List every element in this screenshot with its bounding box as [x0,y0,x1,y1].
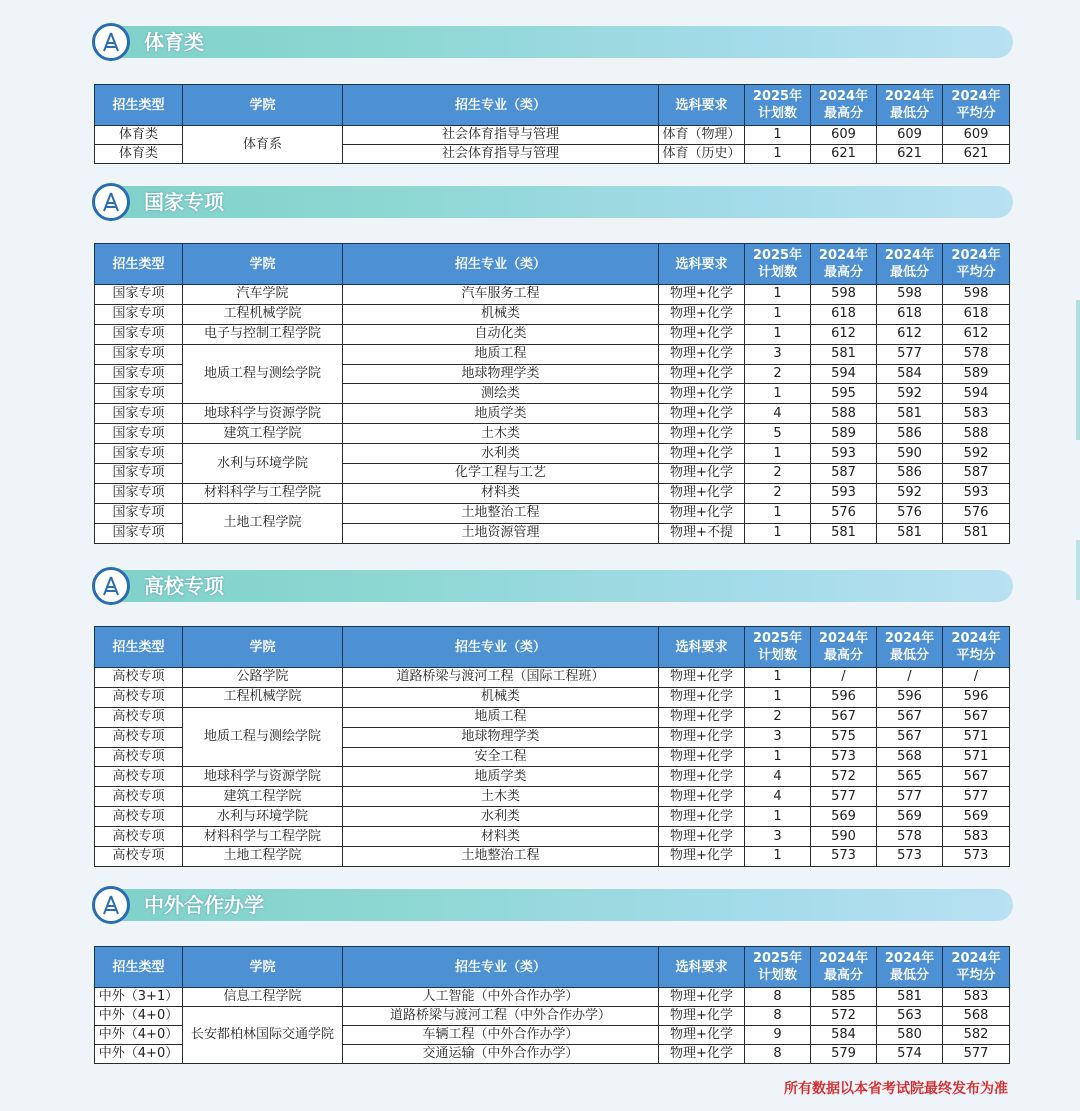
subject-cell: 物理+化学 [659,444,745,464]
max-cell: 594 [811,364,877,384]
column-header: 2025年 计划数 [745,627,811,668]
max-cell: 588 [811,404,877,424]
min-cell: 596 [877,687,943,707]
plan-cell: 3 [745,727,811,747]
college-cell: 建筑工程学院 [183,424,343,444]
major-cell: 材料类 [343,827,659,847]
min-cell: 590 [877,444,943,464]
major-cell: 地质学类 [343,767,659,787]
table-row [95,787,1010,807]
university-logo-icon [92,23,130,61]
type-cell: 体育类 [95,145,183,164]
max-cell: 593 [811,483,877,503]
avg-cell: 587 [943,464,1010,484]
table-row [95,1007,1010,1026]
max-cell: 609 [811,126,877,145]
plan-cell: 4 [745,767,811,787]
avg-cell: 577 [943,787,1010,807]
college-cell: 信息工程学院 [183,988,343,1007]
subject-cell: 体育（物理） [659,126,745,145]
type-cell: 高校专项 [95,747,183,767]
college-cell: 材料科学与工程学院 [183,827,343,847]
max-cell: 567 [811,707,877,727]
min-cell: 567 [877,707,943,727]
avg-cell: 621 [943,145,1010,164]
avg-cell: 581 [943,523,1010,543]
type-cell: 高校专项 [95,687,183,707]
plan-cell: 5 [745,424,811,444]
avg-cell: 567 [943,767,1010,787]
type-cell: 高校专项 [95,767,183,787]
min-cell: 618 [877,304,943,324]
subject-cell: 物理+化学 [659,747,745,767]
column-header: 招生类型 [95,627,183,668]
column-header: 2024年 最低分 [877,947,943,988]
table-row [95,503,1010,523]
column-header: 2024年 最高分 [811,947,877,988]
major-cell: 道路桥梁与渡河工程（中外合作办学） [343,1007,659,1026]
type-cell: 国家专项 [95,285,183,305]
avg-cell: 569 [943,807,1010,827]
subject-cell: 物理+化学 [659,687,745,707]
major-cell: 土木类 [343,787,659,807]
table-row [95,668,1010,688]
university-logo-icon [92,567,130,605]
major-cell: 车辆工程（中外合作办学） [343,1026,659,1045]
min-cell: 574 [877,1045,943,1064]
avg-cell: 577 [943,1045,1010,1064]
column-header: 选科要求 [659,627,745,668]
avg-cell: 589 [943,364,1010,384]
subject-cell: 物理+化学 [659,827,745,847]
column-header: 2024年 最高分 [811,244,877,285]
avg-cell: 618 [943,304,1010,324]
max-cell: 612 [811,324,877,344]
avg-cell: 571 [943,727,1010,747]
plan-cell: 1 [745,324,811,344]
max-cell: 621 [811,145,877,164]
min-cell: 592 [877,384,943,404]
edge-decoration [1076,300,1080,440]
min-cell: 577 [877,344,943,364]
section-banner [95,570,1013,602]
avg-cell: 568 [943,1007,1010,1026]
major-cell: 地质学类 [343,404,659,424]
major-cell: 水利类 [343,807,659,827]
subject-cell: 物理+化学 [659,324,745,344]
table-row [95,847,1010,867]
min-cell: 576 [877,503,943,523]
plan-cell: 8 [745,1007,811,1026]
column-header: 2024年 平均分 [943,627,1010,668]
admission-table [94,84,1010,164]
column-header: 2024年 平均分 [943,85,1010,126]
college-cell: 水利与环境学院 [183,444,343,484]
min-cell: 578 [877,827,943,847]
avg-cell: 612 [943,324,1010,344]
type-cell: 中外（4+0） [95,1007,183,1026]
min-cell: 565 [877,767,943,787]
avg-cell: 598 [943,285,1010,305]
type-cell: 国家专项 [95,344,183,364]
type-cell: 高校专项 [95,707,183,727]
subject-cell: 物理+化学 [659,1007,745,1026]
college-cell: 工程机械学院 [183,687,343,707]
avg-cell: 583 [943,988,1010,1007]
university-logo-icon [92,886,130,924]
table-row [95,404,1010,424]
type-cell: 高校专项 [95,847,183,867]
type-cell: 体育类 [95,126,183,145]
table-row [95,324,1010,344]
min-cell: 580 [877,1026,943,1045]
college-cell: 土地工程学院 [183,503,343,543]
plan-cell: 4 [745,404,811,424]
max-cell: 576 [811,503,877,523]
column-header: 学院 [183,85,343,126]
max-cell: 595 [811,384,877,404]
plan-cell: 2 [745,364,811,384]
column-header: 选科要求 [659,947,745,988]
plan-cell: 2 [745,707,811,727]
table-row [95,304,1010,324]
table-row [95,444,1010,464]
type-cell: 中外（3+1） [95,988,183,1007]
max-cell: 587 [811,464,877,484]
max-cell: 573 [811,847,877,867]
subject-cell: 物理+化学 [659,364,745,384]
major-cell: 土地整治工程 [343,847,659,867]
footnote: 所有数据以本省考试院最终发布为准 [784,1081,1008,1097]
major-cell: 地球物理学类 [343,364,659,384]
plan-cell: 1 [745,668,811,688]
college-cell: 地质工程与测绘学院 [183,344,343,404]
college-cell: 地球科学与资源学院 [183,767,343,787]
max-cell: 590 [811,827,877,847]
min-cell: 586 [877,424,943,444]
avg-cell: 588 [943,424,1010,444]
table-row [95,807,1010,827]
min-cell: 581 [877,404,943,424]
type-cell: 国家专项 [95,444,183,464]
avg-cell: 573 [943,847,1010,867]
type-cell: 中外（4+0） [95,1045,183,1064]
max-cell: 569 [811,807,877,827]
column-header: 2024年 最低分 [877,85,943,126]
major-cell: 社会体育指导与管理 [343,126,659,145]
column-header: 学院 [183,627,343,668]
plan-cell: 2 [745,483,811,503]
column-header: 招生类型 [95,947,183,988]
type-cell: 国家专项 [95,464,183,484]
column-header: 2024年 平均分 [943,244,1010,285]
max-cell: 579 [811,1045,877,1064]
subject-cell: 物理+化学 [659,304,745,324]
major-cell: 机械类 [343,304,659,324]
column-header: 2024年 最高分 [811,627,877,668]
table-header-row [95,627,1010,668]
table-row [95,988,1010,1007]
max-cell: 596 [811,687,877,707]
plan-cell: 1 [745,847,811,867]
column-header: 2024年 最高分 [811,85,877,126]
table-row [95,424,1010,444]
column-header: 2024年 最低分 [877,244,943,285]
plan-cell: 1 [745,384,811,404]
subject-cell: 物理+化学 [659,847,745,867]
avg-cell: 567 [943,707,1010,727]
max-cell: 581 [811,523,877,543]
major-cell: 交通运输（中外合作办学） [343,1045,659,1064]
type-cell: 高校专项 [95,668,183,688]
major-cell: 地质工程 [343,707,659,727]
type-cell: 国家专项 [95,364,183,384]
subject-cell: 物理+化学 [659,424,745,444]
subject-cell: 物理+化学 [659,787,745,807]
column-header: 学院 [183,244,343,285]
section-banner [95,186,1013,218]
table-row [95,285,1010,305]
major-cell: 道路桥梁与渡河工程（国际工程班） [343,668,659,688]
avg-cell: 571 [943,747,1010,767]
max-cell: 577 [811,787,877,807]
plan-cell: 9 [745,1026,811,1045]
admission-table [94,243,1010,544]
table-header-row [95,947,1010,988]
major-cell: 机械类 [343,687,659,707]
university-logo-icon [92,183,130,221]
major-cell: 地球物理学类 [343,727,659,747]
max-cell: 598 [811,285,877,305]
table-row [95,687,1010,707]
plan-cell: 1 [745,687,811,707]
type-cell: 国家专项 [95,304,183,324]
avg-cell: 583 [943,404,1010,424]
subject-cell: 物理+化学 [659,285,745,305]
major-cell: 水利类 [343,444,659,464]
subject-cell: 物理+化学 [659,727,745,747]
max-cell: 575 [811,727,877,747]
college-cell: 地质工程与测绘学院 [183,707,343,767]
section-banner [95,26,1013,58]
min-cell: 573 [877,847,943,867]
avg-cell: 609 [943,126,1010,145]
avg-cell: 594 [943,384,1010,404]
min-cell: 568 [877,747,943,767]
column-header: 学院 [183,947,343,988]
max-cell: 572 [811,767,877,787]
table-row [95,344,1010,364]
type-cell: 国家专项 [95,424,183,444]
plan-cell: 1 [745,304,811,324]
column-header: 2024年 最低分 [877,627,943,668]
major-cell: 土地资源管理 [343,523,659,543]
plan-cell: 1 [745,145,811,164]
edge-decoration [1076,540,1080,600]
subject-cell: 物理+化学 [659,807,745,827]
admission-table [94,626,1010,867]
column-header: 2025年 计划数 [745,947,811,988]
subject-cell: 物理+化学 [659,464,745,484]
table-row [95,827,1010,847]
avg-cell: 593 [943,483,1010,503]
table-row [95,707,1010,727]
major-cell: 安全工程 [343,747,659,767]
max-cell: 572 [811,1007,877,1026]
major-cell: 测绘类 [343,384,659,404]
section-title: 高校专项 [144,574,224,598]
type-cell: 高校专项 [95,827,183,847]
plan-cell: 3 [745,344,811,364]
column-header: 选科要求 [659,85,745,126]
plan-cell: 1 [745,523,811,543]
min-cell: 569 [877,807,943,827]
admission-table [94,946,1010,1064]
college-cell: 建筑工程学院 [183,787,343,807]
subject-cell: 物理+化学 [659,503,745,523]
college-cell: 地球科学与资源学院 [183,404,343,424]
min-cell: 563 [877,1007,943,1026]
plan-cell: 4 [745,787,811,807]
plan-cell: 8 [745,988,811,1007]
college-cell: 材料科学与工程学院 [183,483,343,503]
plan-cell: 1 [745,285,811,305]
type-cell: 国家专项 [95,404,183,424]
plan-cell: 8 [745,1045,811,1064]
column-header: 2024年 平均分 [943,947,1010,988]
avg-cell: 592 [943,444,1010,464]
avg-cell: 578 [943,344,1010,364]
plan-cell: 1 [745,807,811,827]
max-cell: 584 [811,1026,877,1045]
column-header: 招生专业（类） [343,85,659,126]
column-header: 招生专业（类） [343,627,659,668]
subject-cell: 物理+化学 [659,767,745,787]
plan-cell: 3 [745,827,811,847]
table-row [95,483,1010,503]
max-cell: 589 [811,424,877,444]
college-cell: 电子与控制工程学院 [183,324,343,344]
subject-cell: 物理+化学 [659,707,745,727]
max-cell: 585 [811,988,877,1007]
table-header-row [95,244,1010,285]
college-cell: 体育系 [183,126,343,164]
section-title: 体育类 [144,30,204,54]
column-header: 招生类型 [95,85,183,126]
type-cell: 国家专项 [95,483,183,503]
subject-cell: 物理+化学 [659,384,745,404]
avg-cell: 576 [943,503,1010,523]
column-header: 选科要求 [659,244,745,285]
min-cell: 584 [877,364,943,384]
college-cell: 土地工程学院 [183,847,343,867]
plan-cell: 1 [745,503,811,523]
section-title: 中外合作办学 [144,893,264,917]
max-cell: 581 [811,344,877,364]
type-cell: 国家专项 [95,384,183,404]
min-cell: 581 [877,988,943,1007]
type-cell: 国家专项 [95,503,183,523]
column-header: 招生类型 [95,244,183,285]
major-cell: 社会体育指导与管理 [343,145,659,164]
min-cell: 609 [877,126,943,145]
college-cell: 汽车学院 [183,285,343,305]
plan-cell: 1 [745,126,811,145]
avg-cell: 596 [943,687,1010,707]
subject-cell: 物理+化学 [659,668,745,688]
type-cell: 高校专项 [95,807,183,827]
table-row [95,126,1010,145]
major-cell: 化学工程与工艺 [343,464,659,484]
min-cell: / [877,668,943,688]
major-cell: 自动化类 [343,324,659,344]
college-cell: 长安都柏林国际交通学院 [183,1007,343,1064]
min-cell: 621 [877,145,943,164]
min-cell: 577 [877,787,943,807]
major-cell: 材料类 [343,483,659,503]
section-title: 国家专项 [144,190,224,214]
subject-cell: 物理+化学 [659,404,745,424]
plan-cell: 1 [745,747,811,767]
type-cell: 国家专项 [95,523,183,543]
table-row [95,767,1010,787]
type-cell: 高校专项 [95,727,183,747]
subject-cell: 体育（历史） [659,145,745,164]
major-cell: 地质工程 [343,344,659,364]
min-cell: 592 [877,483,943,503]
max-cell: 573 [811,747,877,767]
subject-cell: 物理+化学 [659,344,745,364]
column-header: 2025年 计划数 [745,244,811,285]
min-cell: 567 [877,727,943,747]
subject-cell: 物理+化学 [659,483,745,503]
min-cell: 612 [877,324,943,344]
major-cell: 人工智能（中外合作办学） [343,988,659,1007]
min-cell: 598 [877,285,943,305]
major-cell: 土木类 [343,424,659,444]
college-cell: 公路学院 [183,668,343,688]
major-cell: 土地整治工程 [343,503,659,523]
type-cell: 国家专项 [95,324,183,344]
avg-cell: / [943,668,1010,688]
column-header: 2025年 计划数 [745,85,811,126]
max-cell: 618 [811,304,877,324]
avg-cell: 583 [943,827,1010,847]
min-cell: 586 [877,464,943,484]
type-cell: 高校专项 [95,787,183,807]
max-cell: 593 [811,444,877,464]
subject-cell: 物理+化学 [659,1026,745,1045]
column-header: 招生专业（类） [343,244,659,285]
college-cell: 水利与环境学院 [183,807,343,827]
min-cell: 581 [877,523,943,543]
subject-cell: 物理+化学 [659,1045,745,1064]
avg-cell: 582 [943,1026,1010,1045]
major-cell: 汽车服务工程 [343,285,659,305]
subject-cell: 物理+不提 [659,523,745,543]
type-cell: 中外（4+0） [95,1026,183,1045]
college-cell: 工程机械学院 [183,304,343,324]
subject-cell: 物理+化学 [659,988,745,1007]
plan-cell: 2 [745,464,811,484]
table-header-row [95,85,1010,126]
max-cell: / [811,668,877,688]
plan-cell: 1 [745,444,811,464]
column-header: 招生专业（类） [343,947,659,988]
